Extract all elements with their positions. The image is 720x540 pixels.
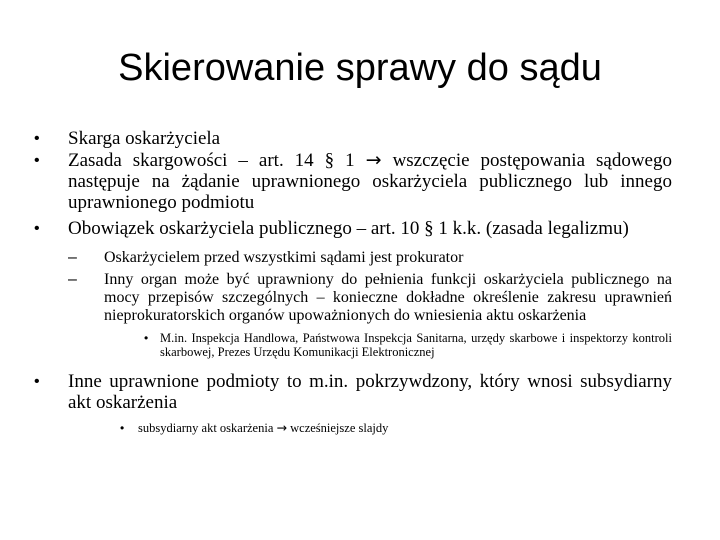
- subbullet-prokurator: [34, 249, 672, 267]
- subbullet-inny-organ: [34, 271, 672, 325]
- subsubbullet-inspekcje: [34, 331, 672, 359]
- slide-title: Skierowanie sprawy do sądu: [118, 47, 602, 89]
- bullet-zasada-skargowosci: [34, 150, 672, 213]
- subsubbullet-marker: •: [144, 331, 149, 345]
- arrow-right-icon: →: [365, 149, 382, 171]
- bullet-inne-podmioty: [34, 371, 672, 413]
- bullet-marker: •: [34, 373, 40, 390]
- bullet-text: Skarga oskarżyciela: [68, 128, 221, 149]
- subsubbullet-text: M.in. Inspekcja Handlowa, Państwowa Inspekcja Sanitarna, urzędy skarbowe i inspektorzy kontroli skarbowej, Prezes Urzędu Komunikacji Elektronicznej: [160, 331, 672, 359]
- subsubbullet-text-after: wcześniejsze slajdy: [287, 421, 389, 435]
- subsubbullet-subsydiarny: [34, 421, 672, 435]
- bullet-text-after: wszczęcie postępowania sądowego następuje na żądanie uprawnionego oskarżyciela publicznego lub innego uprawnionego podmiotu: [68, 150, 672, 213]
- bullet-marker: •: [34, 152, 40, 169]
- subsubbullet-text-before: subsydiarny akt oskarżenia: [138, 421, 277, 435]
- arrow-right-icon: →: [276, 420, 287, 435]
- bullet-text-before: Zasada skargowości – art. 14 § 1: [68, 150, 366, 171]
- subbullet-marker: –: [68, 249, 77, 266]
- slide-content: [34, 128, 672, 435]
- bullet-skarga-oskarzyciela: [34, 128, 672, 149]
- bullet-marker: •: [34, 130, 40, 147]
- subbullet-text: Inny organ może być uprawniony do pełnienia funkcji oskarżyciela publicznego na mocy przepisów szczególnych – konieczne dokładne określenie zakresu uprawnień nieprokuratorskich organów upoważnionych do wniesienia aktu oskarżenia: [104, 271, 672, 324]
- subbullet-text: Oskarżycielem przed wszystkimi sądami jest prokurator: [104, 249, 464, 266]
- bullet-obowiazek-oskarzyciela: [34, 218, 672, 239]
- bullet-marker: •: [34, 220, 40, 237]
- bullet-text: Inne uprawnione podmioty to m.in. pokrzywdzony, który wnosi subsydiarny akt oskarżenia: [68, 371, 672, 413]
- subsubbullet-marker: •: [120, 421, 125, 435]
- bullet-text: Obowiązek oskarżyciela publicznego – art. 10 § 1 k.k. (zasada legalizmu): [68, 218, 629, 239]
- subbullet-marker: –: [68, 271, 77, 288]
